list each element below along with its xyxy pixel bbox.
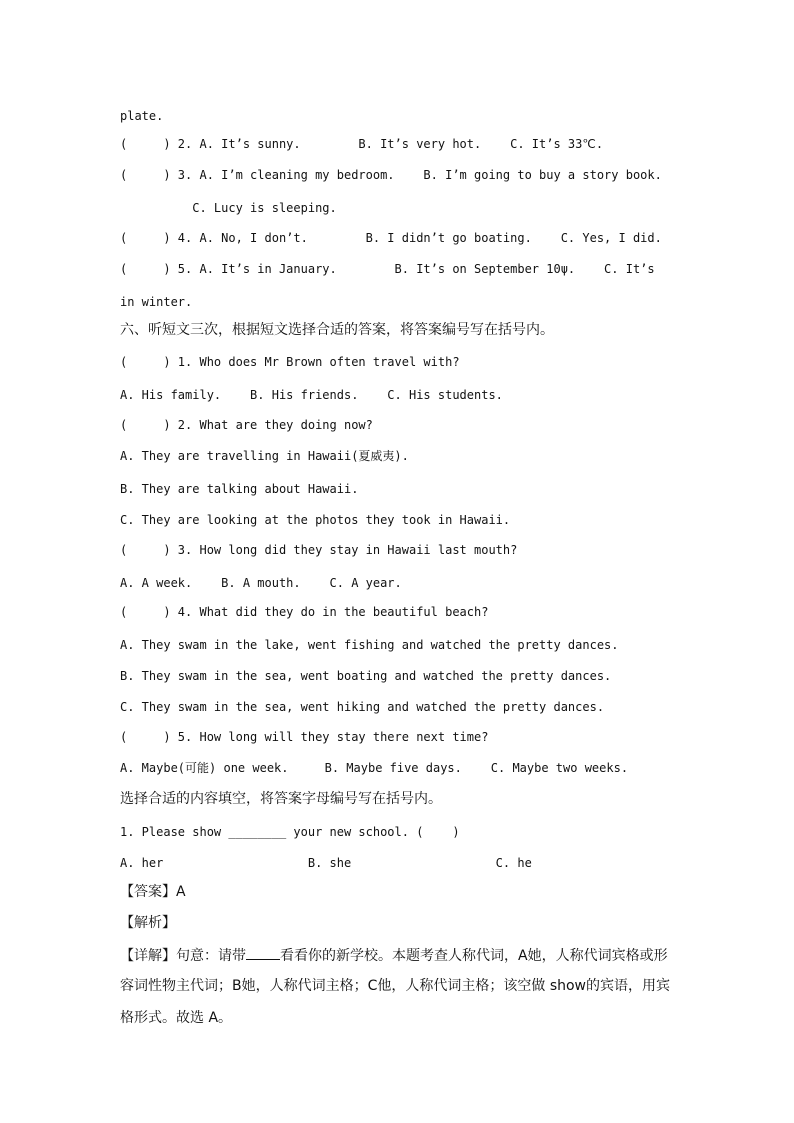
option-c: C. They swam in the sea, went hiking and watched the pretty dances. bbox=[120, 700, 605, 714]
analysis-heading: 【解析】 bbox=[120, 915, 176, 931]
explanation-line bbox=[120, 945, 668, 965]
option-a: A. They swam in the lake, went fishing and watched the pretty dances. bbox=[120, 638, 619, 652]
option-b: B. They are talking about Hawaii. bbox=[120, 482, 359, 496]
explanation-line: 格形式。故选 A。 bbox=[120, 1010, 233, 1026]
fill-question-1-options: A. her B. she C. he bbox=[120, 856, 532, 870]
option-c: C. They are looking at the photos they took in Hawaii. bbox=[120, 513, 511, 527]
question-4-options: ( ) 4. A. No, I don’t. B. I didn’t go boating. C. Yes, I did. bbox=[120, 231, 662, 245]
question-3-option-c: C. Lucy is sleeping. bbox=[120, 201, 337, 215]
listening-question-3-options: A. A week. B. A mouth. C. A year. bbox=[120, 576, 402, 590]
listening-question-4: ( ) 4. What did they do in the beautiful beach? bbox=[120, 605, 489, 619]
section-heading: 六、听短文三次，根据短文选择合适的答案，将答案编号写在括号内。 bbox=[120, 322, 554, 338]
explanation-line: 容词性物主代词；B她，人称代词主格；C他，人称代词主格；该空做 show的宾语，用宾 bbox=[120, 978, 671, 994]
question-2-options: ( ) 2. A. It’s sunny. B. It’s very hot. C. It’s 33℃. bbox=[120, 137, 604, 151]
text-line: in winter. bbox=[120, 295, 193, 309]
option-b: B. They swam in the sea, went boating and watched the pretty dances. bbox=[120, 669, 612, 683]
section-heading: 选择合适的内容填空，将答案字母编号写在括号内。 bbox=[120, 791, 442, 807]
listening-question-3: ( ) 3. How long did they stay in Hawaii last mouth? bbox=[120, 543, 518, 557]
explanation-text: 【详解】句意：请带 bbox=[120, 948, 246, 964]
fill-question-1: 1. Please show ________ your new school. ( ) bbox=[120, 825, 460, 839]
fill-blank bbox=[246, 945, 280, 960]
listening-question-5: ( ) 5. How long will they stay there next time? bbox=[120, 730, 489, 744]
answer-line: 【答案】A bbox=[120, 884, 186, 900]
listening-question-1-options: A. His family. B. His friends. C. His students. bbox=[120, 388, 503, 402]
question-3-options: ( ) 3. A. I’m cleaning my bedroom. B. I’m going to buy a story book. bbox=[120, 168, 662, 182]
explanation-text: 看看你的新学校。本题考查人称代词，A她，人称代词宾格或形 bbox=[280, 948, 668, 964]
listening-question-2: ( ) 2. What are they doing now? bbox=[120, 418, 373, 432]
listening-question-5-options: A. Maybe(可能) one week. B. Maybe five days. C. Maybe two weeks. bbox=[120, 761, 629, 775]
option-a: A. They are travelling in Hawaii(夏威夷). bbox=[120, 449, 409, 463]
text-line: plate. bbox=[120, 109, 164, 123]
listening-question-1: ( ) 1. Who does Mr Brown often travel with? bbox=[120, 355, 460, 369]
question-5-options: ( ) 5. A. It’s in January. B. It’s on September 10ψ. C. It’s bbox=[120, 262, 655, 276]
